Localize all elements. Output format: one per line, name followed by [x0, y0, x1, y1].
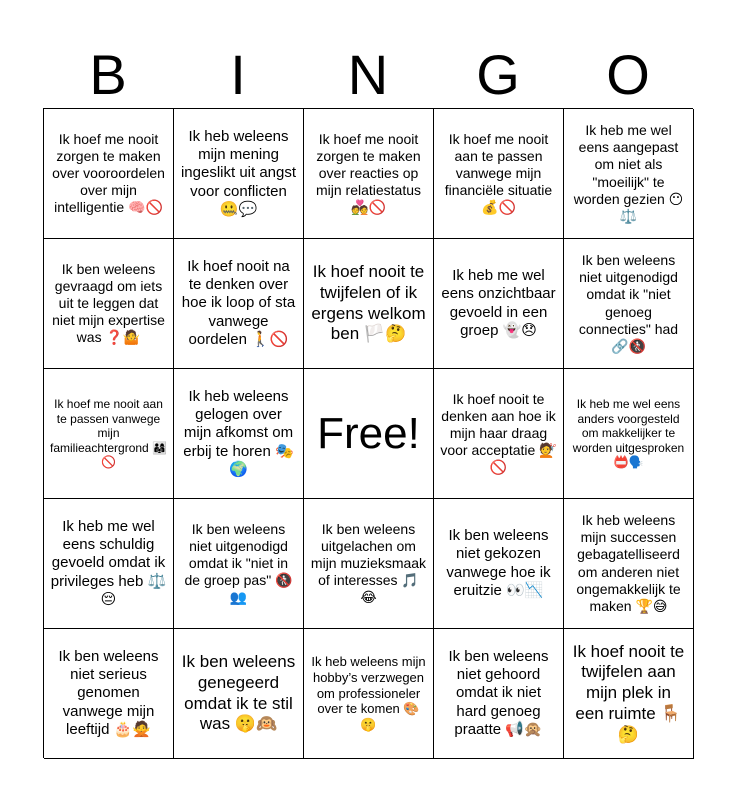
bingo-cell: Ik heb me wel eens schuldig gevoeld omdat ik privileges heb ⚖️😔	[44, 499, 174, 629]
bingo-cell: Ik heb me wel eens anders voorgesteld om makkelijker te worden uitgesproken 📛🗣️	[564, 369, 694, 499]
bingo-grid	[43, 108, 693, 758]
bingo-cell: Ik hoef me nooit aan te passen vanwege mijn familieachtergrond 👨‍👩‍👧🚫	[44, 369, 174, 499]
bingo-cell: Ik ben weleens genegeerd omdat ik te stil was 🤫🙉	[174, 629, 304, 759]
bingo-cell: Ik heb weleens gelogen over mijn afkomst om erbij te horen 🎭🌍	[174, 369, 304, 499]
header-letter-i: I	[230, 43, 246, 106]
bingo-cell: Ik hoef nooit na te denken over hoe ik loop of sta vanwege oordelen 🚶🚫	[174, 239, 304, 369]
bingo-cell: Ik hoef nooit te denken aan hoe ik mijn haar draag voor acceptatie 💇🚫	[434, 369, 564, 499]
bingo-cell: Ik hoef nooit te twijfelen aan mijn plek in een ruimte 🪑🤔	[564, 629, 694, 759]
bingo-cell: Ik hoef me nooit zorgen te maken over reacties op mijn relatiestatus 💑🚫	[304, 109, 434, 239]
bingo-cell: Ik ben weleens niet uitgenodigd omdat ik "niet genoeg connecties" had 🔗🚷	[564, 239, 694, 369]
free-cell: Free!	[304, 369, 434, 499]
bingo-cell: Ik heb weleens mijn successen gebagatelliseerd om anderen niet ongemakkelijk te maken 🏆😅	[564, 499, 694, 629]
bingo-cell: Ik ben weleens niet uitgenodigd omdat ik "niet in de groep pas" 🚷👥	[174, 499, 304, 629]
bingo-cell: Ik heb weleens mijn hobby’s verzwegen om professioneler over te komen 🎨🤫	[304, 629, 434, 759]
bingo-cell: Ik ben weleens uitgelachen om mijn muzieksmaak of interesses 🎵😂	[304, 499, 434, 629]
header-letter-b: B	[89, 43, 127, 106]
bingo-cell: Ik ben weleens gevraagd om iets uit te leggen dat niet mijn expertise was ❓🤷	[44, 239, 174, 369]
header-letter-g: G	[476, 43, 520, 106]
bingo-cell: Ik ben weleens niet gekozen vanwege hoe ik eruitzie 👀📉	[434, 499, 564, 629]
bingo-cell: Ik hoef nooit te twijfelen of ik ergens welkom ben 🏳️🤔	[304, 239, 434, 369]
bingo-cell: Ik hoef me nooit aan te passen vanwege mijn financiële situatie 💰🚫	[434, 109, 564, 239]
bingo-cell: Ik ben weleens niet serieus genomen vanwege mijn leeftijd 🎂🙅	[44, 629, 174, 759]
bingo-cell: Ik heb weleens mijn mening ingeslikt uit angst voor conflicten 🤐💬	[174, 109, 304, 239]
bingo-cell: Ik heb me wel eens onzichtbaar gevoeld in een groep 👻😞	[434, 239, 564, 369]
header-letter-o: O	[606, 43, 650, 106]
header-letter-n: N	[347, 43, 389, 106]
bingo-header	[43, 42, 693, 108]
bingo-cell: Ik hoef me nooit zorgen te maken over vooroordelen over mijn intelligentie 🧠🚫	[44, 109, 174, 239]
bingo-cell: Ik ben weleens niet gehoord omdat ik niet hard genoeg praatte 📢🙊	[434, 629, 564, 759]
bingo-cell: Ik heb me wel eens aangepast om niet als "moeilijk" te worden gezien 😶⚖️	[564, 109, 694, 239]
